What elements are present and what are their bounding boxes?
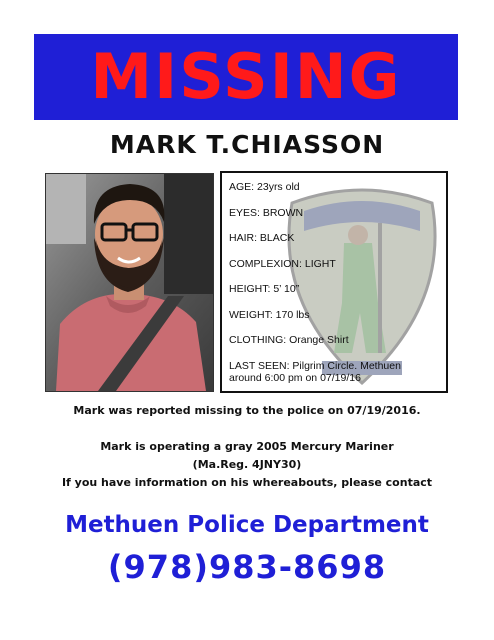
detail-clothing: CLOTHING: Orange Shirt [229, 334, 349, 346]
vehicle-text: Mark is operating a gray 2005 Mercury Mariner [100, 440, 394, 453]
missing-banner [34, 34, 458, 120]
reported-text: Mark was reported missing to the police on 07/19/2016. [73, 404, 421, 417]
missing-title: MISSING [90, 40, 402, 113]
detail-eyes: EYES: BROWN [229, 206, 304, 219]
person-photo [45, 173, 214, 392]
contact-phone: (978)983-8698 [107, 548, 387, 586]
person-photo-illustration [46, 174, 213, 391]
detail-last-seen-time: around 6:00 pm on 07/19/16 [229, 372, 361, 384]
contact-instruction: If you have information on his whereabouts, please contact [61, 476, 433, 489]
details-box [220, 171, 448, 393]
detail-hair: HAIR: BLACK [229, 232, 295, 244]
department-name: Methuen Police Department [65, 512, 429, 538]
detail-complexion: COMPLEXION: LIGHT [229, 257, 336, 270]
registration-text: (Ma.Reg. 4JNY30) [192, 458, 302, 471]
person-name: MARK T.CHIASSON [109, 130, 385, 159]
detail-height: HEIGHT: 5’ 10” [229, 283, 300, 295]
detail-age: AGE: 23yrs old [229, 181, 300, 193]
detail-last-seen: LAST SEEN: Pilgrim Circle. Methuen [229, 359, 401, 372]
detail-weight: WEIGHT: 170 lbs [229, 308, 310, 321]
